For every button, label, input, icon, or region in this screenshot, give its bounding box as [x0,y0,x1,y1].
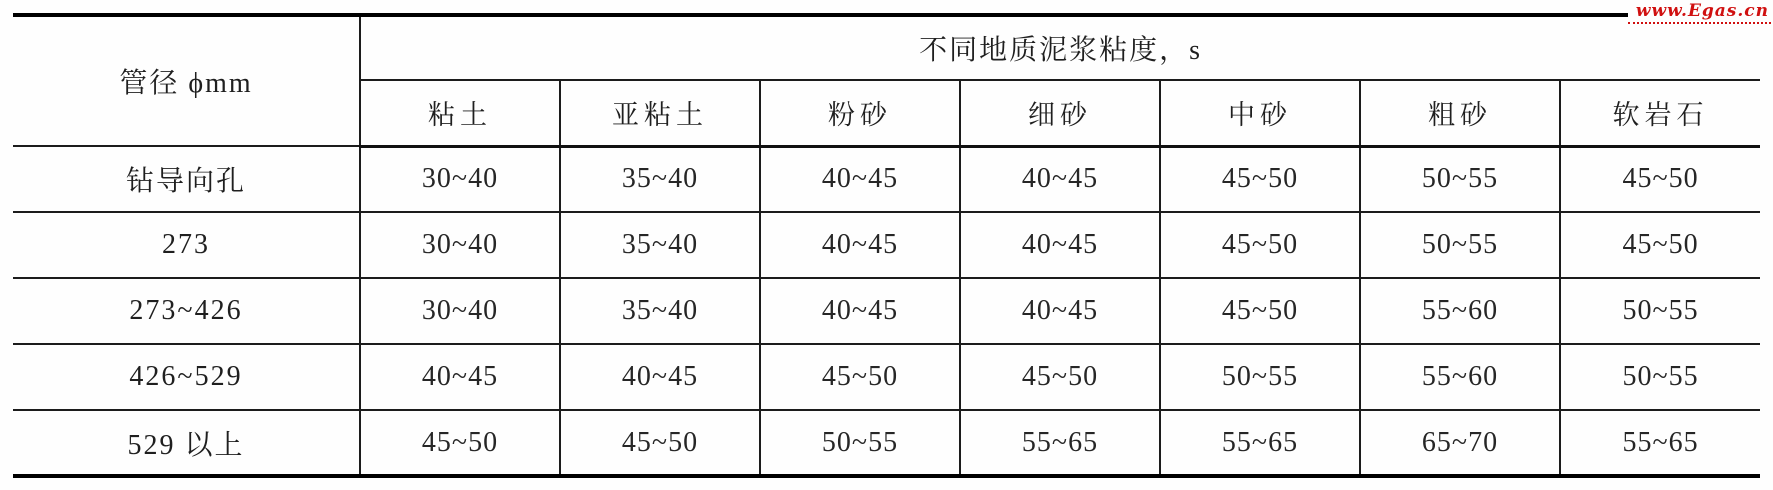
value-cell: 55~65 [1560,410,1760,476]
value-cell: 35~40 [560,146,760,212]
value-cell: 50~55 [1160,344,1360,410]
value-cell: 45~50 [560,410,760,476]
row-label: 273~426 [13,278,360,344]
corner-header-pipe-diameter: 管径 ϕmm [13,15,360,146]
value-cell: 55~60 [1360,344,1560,410]
row-label: 钻导向孔 [13,146,360,212]
group-header-viscosity: 不同地质泥浆粘度，s [360,15,1760,80]
value-cell: 45~50 [360,410,560,476]
column-header-coarse-sand: 粗砂 [1360,80,1560,146]
value-cell: 45~50 [1160,212,1360,278]
table-row-273-426 [13,278,1760,344]
value-cell: 40~45 [760,212,960,278]
value-cell: 55~60 [1360,278,1560,344]
header-row-group [13,15,1760,80]
value-cell: 45~50 [1160,146,1360,212]
value-cell: 40~45 [560,344,760,410]
table-row-273 [13,212,1760,278]
value-cell: 50~55 [1560,344,1760,410]
table-row-426-529 [13,344,1760,410]
column-header-clay: 粘土 [360,80,560,146]
value-cell: 65~70 [1360,410,1560,476]
column-header-medium-sand: 中砂 [1160,80,1360,146]
value-cell: 40~45 [960,146,1160,212]
value-cell: 45~50 [1560,212,1760,278]
value-cell: 50~55 [1560,278,1760,344]
value-cell: 50~55 [1360,146,1560,212]
value-cell: 50~55 [760,410,960,476]
watermark-text: www.Egas.cn [1628,1,1771,24]
table-row-529-above [13,410,1760,476]
row-label: 426~529 [13,344,360,410]
value-cell: 40~45 [760,278,960,344]
value-cell: 35~40 [560,212,760,278]
value-cell: 30~40 [360,278,560,344]
value-cell: 30~40 [360,212,560,278]
table-row-pilot-hole [13,146,1760,212]
value-cell: 45~50 [1160,278,1360,344]
value-cell: 45~50 [1560,146,1760,212]
value-cell: 40~45 [960,212,1160,278]
row-label: 273 [13,212,360,278]
value-cell: 55~65 [960,410,1160,476]
column-header-fine-sand: 细砂 [960,80,1160,146]
column-header-subclay: 亚粘土 [560,80,760,146]
value-cell: 30~40 [360,146,560,212]
column-header-soft-rock: 软岩石 [1560,80,1760,146]
value-cell: 40~45 [360,344,560,410]
column-header-silt: 粉砂 [760,80,960,146]
value-cell: 50~55 [1360,212,1560,278]
value-cell: 35~40 [560,278,760,344]
value-cell: 40~45 [960,278,1160,344]
value-cell: 45~50 [960,344,1160,410]
value-cell: 55~65 [1160,410,1360,476]
value-cell: 40~45 [760,146,960,212]
row-label: 529 以上 [13,410,360,476]
mud-viscosity-table [13,13,1760,478]
value-cell: 45~50 [760,344,960,410]
